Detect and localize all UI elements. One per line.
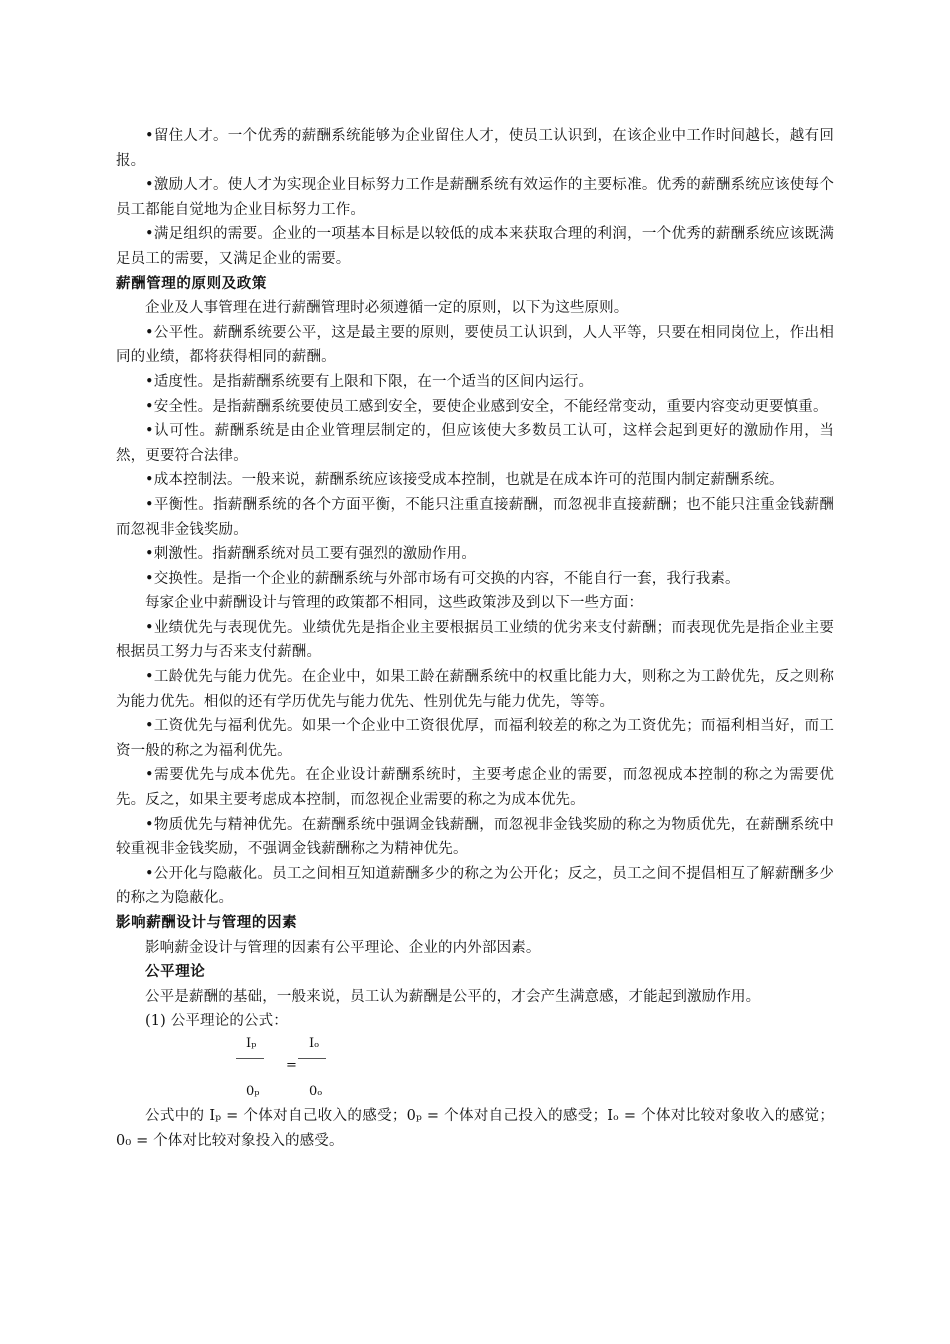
paragraph-motivate-talent: •激励人才。使人才为实现企业目标努力工作是薪酬系统有效运作的主要标准。优秀的薪酬系统应该使每个员工都能自觉地为企业目标努力工作。 — [116, 177, 834, 218]
formula-right-denominator: 0ₒ — [309, 1083, 323, 1099]
paragraph-retain-talent: •留住人才。一个优秀的薪酬系统能够为企业留住人才，使员工认识到，在该企业中工作时间越长，越有回报。 — [116, 128, 834, 169]
paragraph-stimulation: •刺激性。指薪酬系统对员工要有强烈的激励作用。 — [145, 546, 477, 563]
paragraph-need-priority: •需要优先与成本优先。在企业设计薪酬系统时，主要考虑企业的需要，而忽视成本控制的称之为需要优先。反之，如果主要考虑成本控制，而忽视企业需要的称之为成本优先。 — [116, 767, 834, 809]
paragraph-factors-intro: 影响薪金设计与管理的因素有公平理论、企业的内外部因素。 — [145, 939, 541, 956]
paragraph-wage-priority: •工资优先与福利优先。如果一个企业中工资很优厚，而福利较差的称之为工资优先；而福利相当好，而工资一般的称之为福利优先。 — [116, 718, 834, 759]
formula-label: (1) 公平理论的公式： — [145, 1013, 288, 1030]
equity-formula — [116, 1034, 834, 1104]
paragraph-openness: •公开化与隐蔽化。员工之间相互知道薪酬多少的称之为公开化；反之，员工之间不提倡相互了解薪酬多少的称之为隐蔽化。 — [116, 865, 834, 907]
paragraph-seniority-priority: •工龄优先与能力优先。在企业中，如果工龄在薪酬系统中的权重比能力大，则称之为工龄优先，反之则称为能力优先。相似的还有学历优先与能力优先、性别优先与能力优先，等等。 — [116, 669, 834, 710]
paragraph-principles-intro: 企业及人事管理在进行薪酬管理时必须遵循一定的原则，以下为这些原则。 — [145, 300, 629, 317]
paragraph-formula-explanation: 公式中的 Iₚ = 个体对自己收入的感受；0ₚ = 个体对自己投入的感受；Iₒ = 个体对比较对象收入的感觉；0₀ = 个体对比较对象投入的感受。 — [116, 1107, 834, 1149]
formula-left-denominator: 0ₚ — [246, 1083, 260, 1099]
paragraph-equity-basis: 公平是薪酬的基础，一般来说，员工认为薪酬是公平的，才会产生满意感，才能起到激励作用。 — [145, 988, 761, 1005]
formula-right-numerator: Iₒ — [309, 1035, 320, 1051]
paragraph-moderation: •适度性。是指薪酬系统要有上限和下限，在一个适当的区间内运行。 — [145, 373, 594, 390]
formula-left-fraction-bar — [236, 1058, 264, 1059]
paragraph-policies-intro: 每家企业中薪酬设计与管理的政策都不相同，这些政策涉及到以下一些方面： — [145, 595, 644, 612]
formula-equals-sign: = — [286, 1057, 297, 1073]
paragraph-fairness: •公平性。薪酬系统要公平，这是最主要的原则，要使员工认识到，人人平等，只要在相同岗位上，作出相同的业绩，都将获得相同的薪酬。 — [116, 324, 834, 366]
paragraph-acceptance: •认可性。薪酬系统是由企业管理层制定的，但应该使大多数员工认可，这样会起到更好的激励作用，当然，更要符合法律。 — [116, 423, 834, 464]
document-page — [116, 124, 834, 1153]
paragraph-balance: •平衡性。指薪酬系统的各个方面平衡，不能只注重直接薪酬，而忽视非直接薪酬；也不能只注重金钱薪酬而忽视非金钱奖励。 — [116, 496, 834, 538]
paragraph-org-needs: •满足组织的需要。企业的一项基本目标是以较低的成本来获取合理的利润，一个优秀的薪酬系统应该既满足员工的需要，又满足企业的需要。 — [116, 226, 834, 267]
paragraph-exchangeability: •交换性。是指一个企业的薪酬系统与外部市场有可交换的内容，不能自行一套，我行我素。 — [145, 570, 740, 587]
paragraph-security: •安全性。是指薪酬系统要使员工感到安全，要使企业感到安全，不能经常变动，重要内容变动更要慎重。 — [145, 398, 828, 415]
formula-right-fraction-bar — [298, 1058, 326, 1059]
subheading-equity-theory: 公平理论 — [145, 964, 206, 981]
section-heading-principles: 薪酬管理的原则及政策 — [116, 275, 267, 292]
paragraph-cost-control: •成本控制法。一般来说，薪酬系统应该接受成本控制，也就是在成本许可的范围内制定薪酬系统。 — [145, 472, 784, 489]
section-heading-factors: 影响薪酬设计与管理的因素 — [116, 915, 298, 931]
paragraph-performance-priority: •业绩优先与表现优先。业绩优先是指企业主要根据员工业绩的优劣来支付薪酬；而表现优先是指企业主要根据员工努力与否来支付薪酬。 — [116, 619, 834, 661]
paragraph-material-priority: •物质优先与精神优先。在薪酬系统中强调金钱薪酬，而忽视非金钱奖励的称之为物质优先，在薪酬系统中较重视非金钱奖励，不强调金钱薪酬称之为精神优先。 — [116, 816, 834, 858]
formula-left-numerator: Iₚ — [246, 1035, 257, 1051]
